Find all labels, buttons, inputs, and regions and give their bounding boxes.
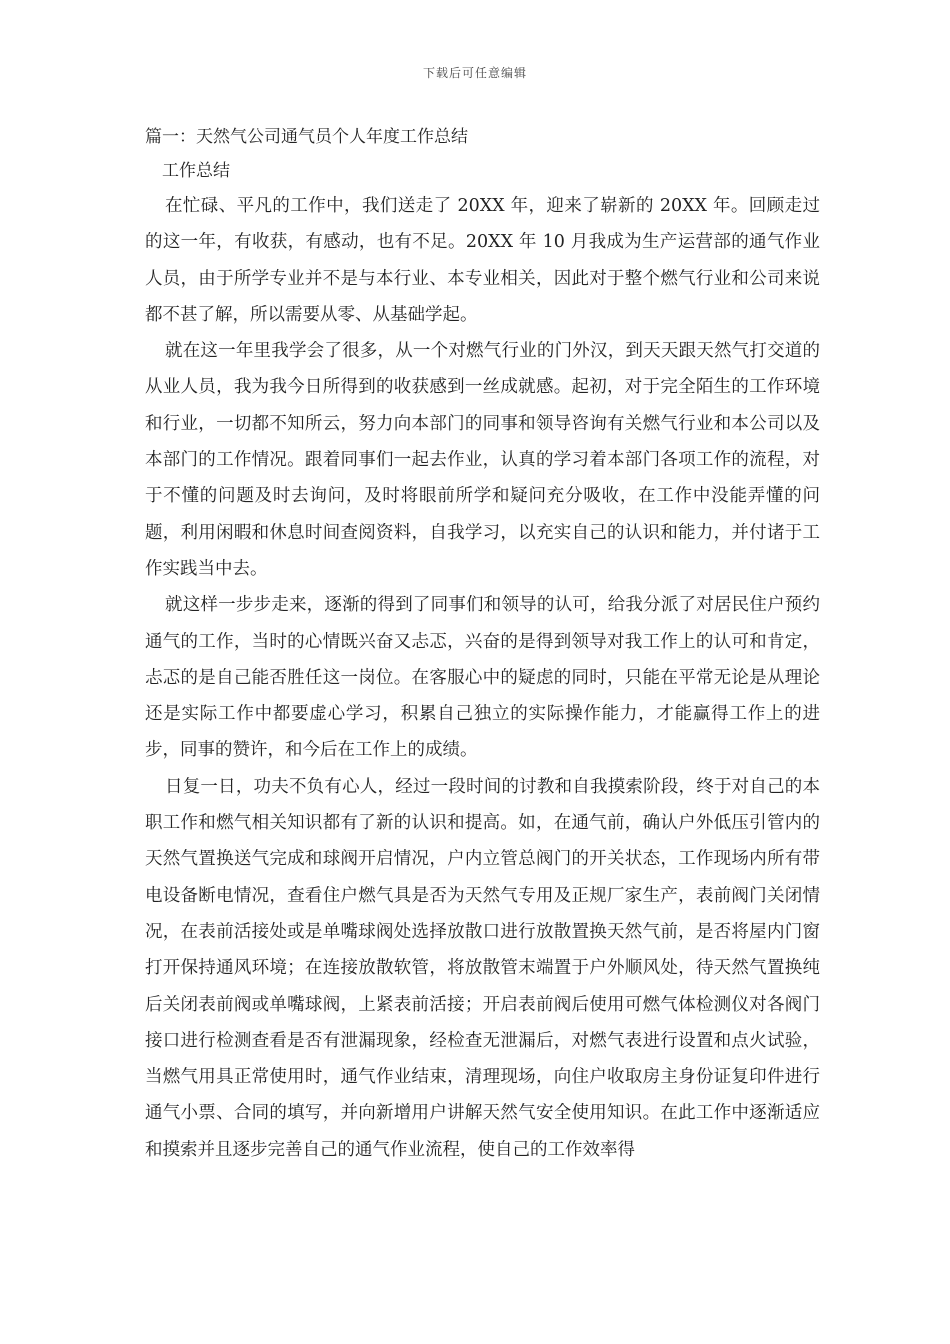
document-title: 篇一：天然气公司通气员个人年度工作总结 [145, 127, 468, 147]
header-note: 下载后可任意编辑 [422, 66, 527, 80]
paragraph-1: 在忙碌、平凡的工作中，我们送走了 20XX 年，迎来了崭新的 20XX 年。回顾走过的这一年，有收获，有感动，也有不足。20XX 年 10 月我成为生产运营部的通气作业人员，由于所学专业并不是与本行业、本专业相关，因此对于整个燃气行业和公司来说都不甚了解，所以需要从零、从基础学起。 [145, 196, 820, 325]
paragraph-2: 就在这一年里我学会了很多，从一个对燃气行业的门外汉，到天天跟天然气打交道的从业人员，我为我今日所得到的收获感到一丝成就感。起初，对于完全陌生的工作环境和行业，一切都不知所云，努力向本部门的同事和领导咨询有关燃气行业和本公司以及本部门的工作情况。跟着同事们一起去作业，认真的学习着本部门各项工作的流程，对于不懂的问题及时去询问，及时将眼前所学和疑问充分吸收，在工作中没能弄懂的问题，利用闲暇和休息时间查阅资料，自我学习，以充实自己的认识和能力，并付诸于工作实践当中去。 [145, 341, 820, 579]
paragraph-3: 就这样一步步走来，逐渐的得到了同事们和领导的认可，给我分派了对居民住户预约通气的工作，当时的心情既兴奋又忐忑，兴奋的是得到领导对我工作上的认可和肯定，忐忑的是自己能否胜任这一岗位。在客服心中的疑虑的同时，只能在平常无论是从理论还是实际工作中都要虚心学习，积累自己独立的实际操作能力，才能赢得工作上的进步，同事的赞许，和今后在工作上的成绩。 [145, 595, 820, 761]
document-body [145, 120, 820, 1168]
document-subtitle: 工作总结 [162, 161, 230, 181]
paragraph-4: 日复一日，功夫不负有心人，经过一段时间的讨教和自我摸索阶段，终于对自己的本职工作和燃气相关知识都有了新的认识和提高。如，在通气前，确认户外低压引管内的天然气置换送气完成和球阀开启情况，户内立管总阀门的开关状态，工作现场内所有带电设备断电情况，查看住户燃气具是否为天然气专用及正规厂家生产，表前阀门关闭情况，在表前活接处或是单嘴球阀处选择放散口进行放散置换天然气前，是否将屋内门窗打开保持通风环境；在连接放散软管，将放散管末端置于户外顺风处，待天然气置换纯后关闭表前阀或单嘴球阀，上紧表前活接；开启表前阀后使用可燃气体检测仪对各阀门接口进行检测查看是否有泄漏现象，经检查无泄漏后，对燃气表进行设置和点火试验，当燃气用具正常使用时，通气作业结束，清理现场，向住户收取房主身份证复印件进行通气小票、合同的填写，并向新增用户讲解天然气安全使用知识。在此工作中逐渐适应和摸索并且逐步完善自己的通气作业流程，使自己的工作效率得 [145, 776, 820, 1160]
